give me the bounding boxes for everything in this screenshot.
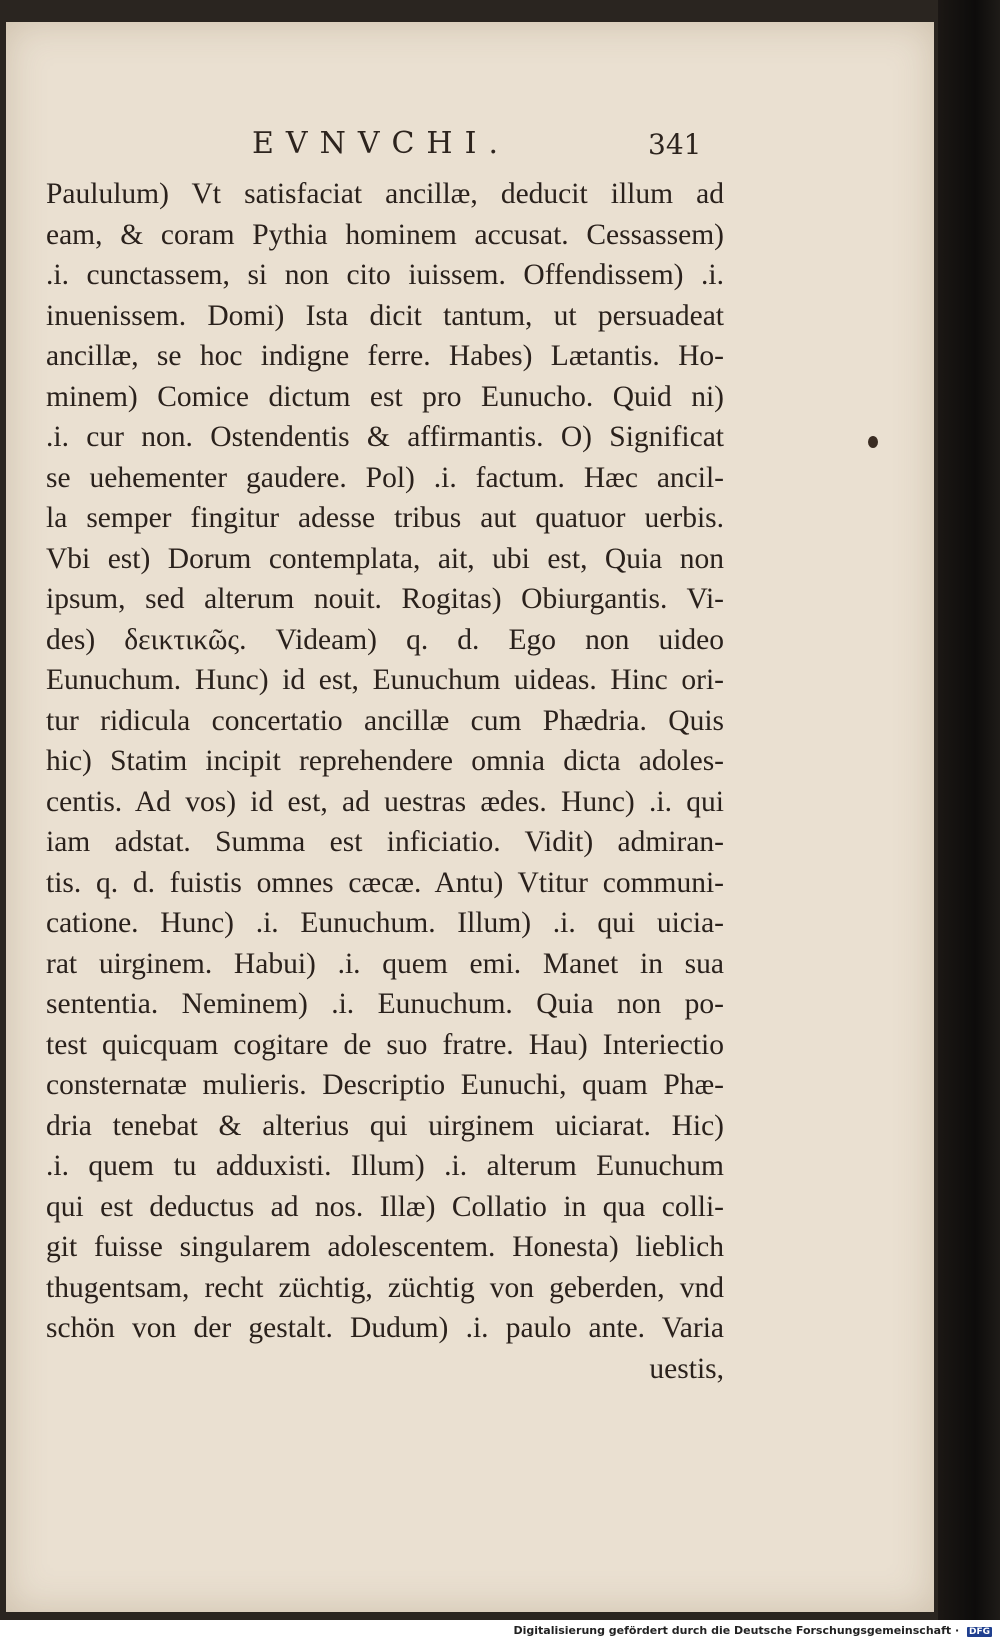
text-line: test quicquam cogitare de suo fratre. Hau) Interiectio [46,1028,724,1061]
text-line: hic) Statim incipit reprehendere omnia dicta adoles- [46,745,724,777]
text-line: sententia. Neminem) .i. Eunuchum. Quia non po- [46,988,724,1020]
text-line: thugentsam, recht züchtig, züchtig von geberden, vnd [46,1271,724,1304]
text-line: iam adstat. Summa est inficiatio. Vidit) admiran- [46,826,724,858]
text-line: se uehementer gaudere. Pol) .i. factum. Hæc ancil- [46,461,724,494]
text-line: tur ridicula concertatio ancillæ cum Phædria. Quis [46,704,724,737]
page-header [252,122,732,162]
text-line: ipsum, sed alterum nouit. Rogitas) Obiurgantis. Vi- [46,583,724,615]
text-line: git fuisse singularem adolescentem. Honesta) lieblich [46,1231,724,1263]
text-line: des) δεικτικῶς. Videam) q. d. Ego non uideo [46,623,724,656]
text-line: .i. cur non. Ostendentis & affirmantis. O) Significat [46,421,724,453]
digitization-credit [513,1624,992,1637]
credit-text: Digitalisierung gefördert durch die Deutsche Forschungsgemeinschaft · [513,1624,960,1637]
text-line: .i. quem tu adduxisti. Illum) .i. alterum Eunuchum [46,1150,724,1182]
text-line: inuenissem. Domi) Ista dicit tantum, ut persuadeat [46,299,724,332]
text-line: consternatæ mulieris. Descriptio Eunuchi, quam Phæ- [46,1069,724,1101]
text-line: tis. q. d. fuistis omnes cæcæ. Antu) Vtitur communi- [46,866,724,899]
text-line: minem) Comice dictum est pro Eunucho. Quid ni) [46,380,724,413]
text-line: rat uirginem. Habui) .i. quem emi. Manet in sua [46,947,724,980]
commentary-text-block [46,174,724,1389]
text-line: Vbi est) Dorum contemplata, ait, ubi est, Quia non [46,542,724,575]
text-line: la semper fingitur adesse tribus aut quatuor uerbis. [46,502,724,534]
text-line: catione. Hunc) .i. Eunuchum. Illum) .i. qui uicia- [46,907,724,939]
text-line: dria tenebat & alterius qui uirginem uiciarat. Hic) [46,1109,724,1142]
text-line: ancillæ, se hoc indigne ferre. Habes) Lætantis. Ho- [46,340,724,372]
text-line: qui est deductus ad nos. Illæ) Collatio in qua colli- [46,1190,724,1223]
ink-spot [868,436,878,448]
page-number: 341 [648,128,702,161]
text-line: Paululum) Vt satisfaciat ancillæ, deducit illum ad [46,178,724,210]
book-spine-edge [938,0,1000,1620]
text-line: centis. Ad vos) id est, ad uestras ædes. Hunc) .i. qui [46,785,724,818]
dfg-logo: DFG [968,1627,990,1637]
text-line: Eunuchum. Hunc) id est, Eunuchum uideas. Hinc ori- [46,664,724,696]
book-page [6,22,934,1612]
text-line: schön von der gestalt. Dudum) .i. paulo ante. Varia [46,1312,724,1344]
running-head: EVNVCHI. [252,126,510,161]
text-line: .i. cunctassem, si non cito iuissem. Offendissem) .i. [46,259,724,291]
text-line: uestis, [649,1352,724,1385]
text-line: eam, & coram Pythia hominem accusat. Cessassem) [46,218,724,251]
